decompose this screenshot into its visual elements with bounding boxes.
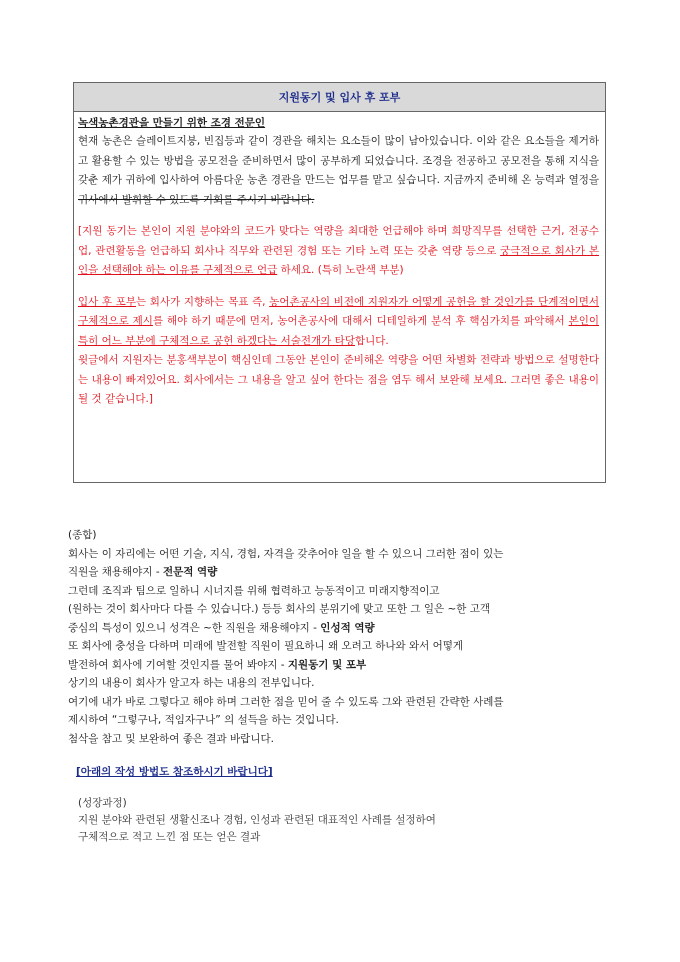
growth-section: (성장과정) 지원 분야와 관련된 생활신조나 경험, 인성과 관련된 대표적인 사례를 설정하여 구체적으로 적고 느낀 점 또는 얻은 결과 xyxy=(78,797,436,843)
guide-heading: [아래의 작성 방법도 참조하시기 바랍니다] xyxy=(76,766,273,778)
summary-heading: (종합) xyxy=(68,529,97,541)
feedback-box xyxy=(73,82,606,483)
struck-text: 귀사에서 발휘할 수 있도록 기회를 주시기 바랍니다. xyxy=(78,193,315,206)
growth-heading: (성장과정) xyxy=(78,797,127,809)
box-body xyxy=(74,112,605,482)
essay-paragraph: 현재 농촌은 슬레이트지붕, 빈집등과 같이 경관을 해치는 요소들이 많이 남아있습니다. 이와 같은 요소들을 제거하고 활용할 수 있는 방법을 공모전을 준비하면서 많이 공부하게 되었습니다. 조경을 전공하고 공모전을 통해 지식을 갖춘 제가 귀하에 입사하여 아름다운 농촌 경관을 만드는 업무를 맡고 싶습니다. 지금까지 준비해 온 능력과 열정을 귀사에서 발휘할 수 있도록 기회를 주시기 바랍니다. xyxy=(78,135,599,206)
feedback-motivation: [지원 동기는 본인이 지원 분야와의 코드가 맞다는 역량을 최대한 언급해야 하며 희망직무를 선택한 근거, 전공수업, 관련활동을 언급하되 회사나 직무와 관련된 경험 또는 기타 노력 또는 갖춘 역량 등으로 궁극적으로 회사가 본인을 선택해야 하는 이유를 구체적으로 언급 하세요. (특히 노란색 부분) xyxy=(78,225,600,276)
box-header: 지원동기 및 입사 후 포부 xyxy=(74,83,605,112)
feedback-aspiration: 입사 후 포부는 회사가 지향하는 목표 즉, 농어촌공사의 비전에 지원자가 어떻게 공헌을 할 것인가를 단계적이면서 구체적으로 제시를 해야 하기 때문에 먼저, 농어촌공사에 대해서 디테일하게 분석 후 핵심가치를 파악해서 본인이 특히 어느 부분에 구체적으로 공헌 하겠다는 서술전개가 타당합니다. xyxy=(78,295,599,347)
essay-title: 녹색농촌경관을 만들기 위한 조경 전문인 xyxy=(78,117,266,129)
feedback-summary: 윗글에서 지원자는 분홍색부분이 핵심인데 그동안 본인이 준비해온 역량을 어떤 차별화 전략과 방법으로 설명한다는 내용이 빠져있어요. 회사에서는 그 내용을 알고 싶어 한다는 점을 염두 해서 보완해 보세요. 그러면 좋은 내용이 될 것 같습니다.] xyxy=(78,354,599,405)
summary-section: (종합) 회사는 이 자리에는 어떤 기술, 지식, 경험, 자격을 갖추어야 일을 할 수 있으니 그러한 점이 있는 직원을 채용해야지 - 전문적 역량 그런데 조직과 팀으로 일하니 시너지를 위해 협력하고 능동적이고 미래지향적이고 (원하는 것이 회사마다 다를 수 있습니다.) 등등 회사의 분위기에 맞고 또한 그 일은 ~한 고객 중심의 특성이 있으니 성격은 ~한 직원을 채용해야지 - 인성적 역량 또 회사에 충성을 다하며 미래에 발전할 직원이 필요하니 왜 오려고 하나와 와서 어떻게 발전하여 회사에 기여할 것인지를 물어 봐야지 - 지원동기 및 포부 상기의 내용이 회사가 알고자 하는 내용의 전부입니다. 여기에 내가 바로 그렇다고 해야 하며 그러한 점을 믿어 줄 수 있도록 그와 관련된 간략한 사례를 제시하여 “그렇구나, 적임자구나” 의 설득을 하는 것입니다. 첨삭을 참고 및 보완하여 좋은 결과 바랍니다. xyxy=(68,526,608,748)
